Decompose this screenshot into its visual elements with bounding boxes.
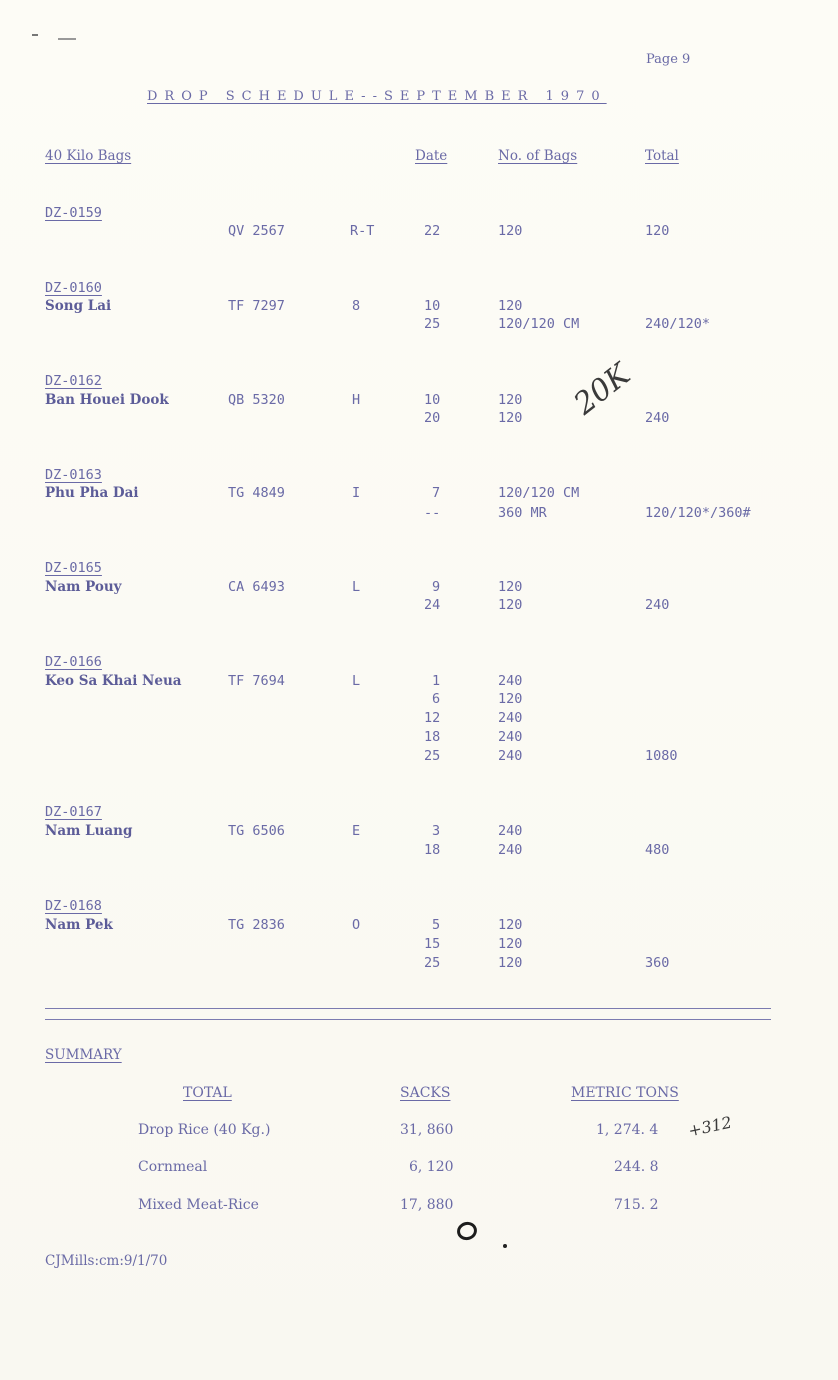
bag-count: 120 [498,298,523,314]
bag-count: 120 [498,579,523,595]
summary-header-metric-tons: METRIC TONS [571,1085,679,1101]
drop-date: 18 [424,729,441,745]
bag-count: 120 [498,955,523,971]
bag-count: 120 [498,917,523,933]
site-name: Keo Sa Khai Neua [45,673,182,689]
summary-header-total: TOTAL [183,1085,232,1101]
column-header-date: Date [415,148,448,164]
drop-date: 25 [424,955,441,971]
column-header-bags: 40 Kilo Bags [45,148,132,164]
drop-date: 25 [424,748,441,764]
drop-date: 20 [424,410,441,426]
bag-count: 240 [498,673,523,689]
bag-count: 240 [498,823,523,839]
bag-count: 120 [498,223,523,239]
zone-code: H [352,392,361,408]
drop-date: 15 [424,936,441,952]
divider-line [45,1008,771,1009]
grid-reference: TG 2836 [228,917,285,933]
dz-code: DZ-0166 [45,654,102,670]
summary-title: SUMMARY [45,1047,122,1063]
site-name: Nam Pouy [45,579,122,595]
dz-code: DZ-0167 [45,804,102,820]
page-title: DROP SCHEDULE--SEPTEMBER 1970 [147,89,607,104]
grid-reference: TF 7297 [228,298,285,314]
drop-date: 1 [432,673,441,689]
row-total: 240 [645,410,670,426]
drop-date: 10 [424,392,441,408]
row-total: 120/120*/360# [645,505,751,521]
site-name: Nam Pek [45,917,113,933]
drop-date: 12 [424,710,441,726]
summary-tons: 715. 2 [614,1197,659,1213]
divider-line [45,1019,771,1020]
bag-count: 240 [498,842,523,858]
drop-date: 22 [424,223,441,239]
handwritten-note: 20K [567,357,637,422]
bag-count: 120/120 CM [498,485,580,501]
summary-item: Cornmeal [138,1159,208,1175]
grid-reference: QV 2567 [228,223,285,239]
grid-reference: TG 4849 [228,485,285,501]
column-header-no-of-bags: No. of Bags [498,148,578,164]
summary-item: Mixed Meat-Rice [138,1197,259,1213]
dz-code: DZ-0162 [45,373,102,389]
grid-reference: TF 7694 [228,673,285,689]
drop-date: 9 [432,579,441,595]
ink-dot [503,1244,507,1248]
drop-date: 3 [432,823,441,839]
zone-code: L [352,673,361,689]
row-total: 240/120* [645,316,711,332]
bag-count: 120 [498,410,523,426]
corner-mark [58,38,76,40]
zone-code: 8 [352,298,361,314]
row-total: 480 [645,842,670,858]
bag-count: 120 [498,597,523,613]
drop-date: 24 [424,597,441,613]
margin-note: +312 [686,1112,734,1141]
zone-code: O [352,917,361,933]
zone-code: L [352,579,361,595]
bag-count: 240 [498,710,523,726]
drop-date: 18 [424,842,441,858]
dz-code: DZ-0168 [45,898,102,914]
bag-count: 240 [498,748,523,764]
row-total: 120 [645,223,670,239]
drop-date: 6 [432,691,441,707]
summary-tons: 244. 8 [614,1159,659,1175]
zone-code: E [352,823,361,839]
row-total: 240 [645,597,670,613]
footer-reference: CJMills:cm:9/1/70 [45,1253,168,1269]
site-name: Ban Houei Dook [45,392,169,408]
site-name: Nam Luang [45,823,133,839]
bag-count: 360 MR [498,505,547,521]
dz-code: DZ-0159 [45,205,102,221]
page-number: Page 9 [646,52,691,67]
dz-code: DZ-0163 [45,467,102,483]
bag-count: 120/120 CM [498,316,580,332]
corner-mark [32,34,38,36]
dz-code: DZ-0160 [45,280,102,296]
summary-sacks: 31, 860 [400,1122,454,1138]
drop-date: 7 [432,485,441,501]
drop-date: -- [424,505,441,521]
summary-tons: 1, 274. 4 [596,1122,659,1138]
zone-code: R-T [350,223,375,239]
row-total: 360 [645,955,670,971]
bag-count: 120 [498,691,523,707]
column-header-total: Total [645,148,679,164]
drop-date: 5 [432,917,441,933]
grid-reference: TG 6506 [228,823,285,839]
bag-count: 240 [498,729,523,745]
drop-date: 10 [424,298,441,314]
bag-count: 120 [498,936,523,952]
zone-code: I [352,485,361,501]
summary-sacks: 6, 120 [409,1159,454,1175]
drop-date: 25 [424,316,441,332]
row-total: 1080 [645,748,678,764]
grid-reference: CA 6493 [228,579,285,595]
summary-header-sacks: SACKS [400,1085,451,1101]
site-name: Phu Pha Dai [45,485,139,501]
dz-code: DZ-0165 [45,560,102,576]
bag-count: 120 [498,392,523,408]
summary-item: Drop Rice (40 Kg.) [138,1122,271,1138]
summary-sacks: 17, 880 [400,1197,454,1213]
grid-reference: QB 5320 [228,392,285,408]
site-name: Song Lai [45,298,112,314]
